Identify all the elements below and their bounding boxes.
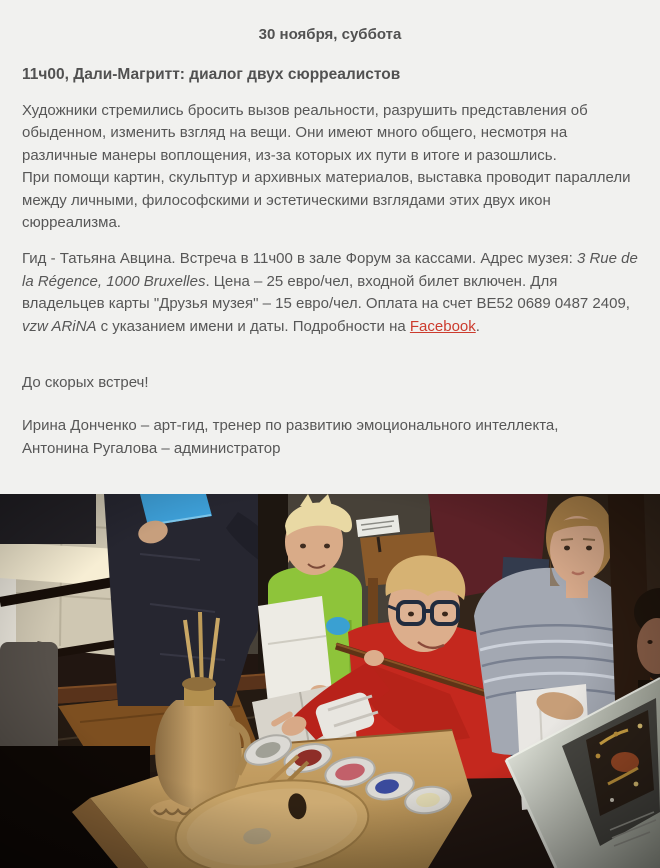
details-part-1: Гид - Татьяна Авцина. Встреча в 11ч00 в зале Форум за кассами. Адрес музея: xyxy=(22,250,577,268)
description-line-1: Художники стремились бросить вызов реальности, разрушить представления об обыденном, изменить взгляд на вещи. Они имеют много общего, несмотря на различные манеры воплощения, из-за которых их пути в итоге и разошлись. xyxy=(22,102,588,164)
signature xyxy=(22,415,638,460)
facebook-link[interactable]: Facebook xyxy=(409,317,476,335)
event-title: 11ч00, Дали-Магритт: диалог двух сюрреалистов xyxy=(22,66,401,83)
signature-line-2: Антонина Ругалова – администратор xyxy=(22,439,281,457)
details-part-4: . xyxy=(475,317,480,335)
details-part-3: с указанием имени и даты. Подробности на xyxy=(96,317,410,335)
event-details xyxy=(22,248,638,338)
event-photo xyxy=(0,494,660,868)
signature-line-1: Ирина Донченко – арт-гид, тренер по развитию эмоционального интеллекта, xyxy=(22,417,559,435)
organization-name: vzw ARiNA xyxy=(22,317,97,335)
event-description xyxy=(22,100,638,234)
date-heading: 30 ноября, суббота xyxy=(258,26,402,43)
details-part-2: . Цена – 25 евро/чел, входной билет включен. Для владельцев карты "Друзья музея" – 15 евро/чел. Оплата на счет BE52 0689 0487 2409, xyxy=(22,272,630,313)
photo-illustration xyxy=(0,494,660,868)
farewell-text: До скорых встреч! xyxy=(22,374,149,392)
museum-address: 3 Rue de la Régence, 1000 Bruxelles xyxy=(22,250,638,290)
description-line-2: При помощи картин, скульптур и архивных материалов, выставка проводит параллели между личными, философскими и эстетическими взглядами этих двух икон сюрреализма. xyxy=(22,169,631,232)
